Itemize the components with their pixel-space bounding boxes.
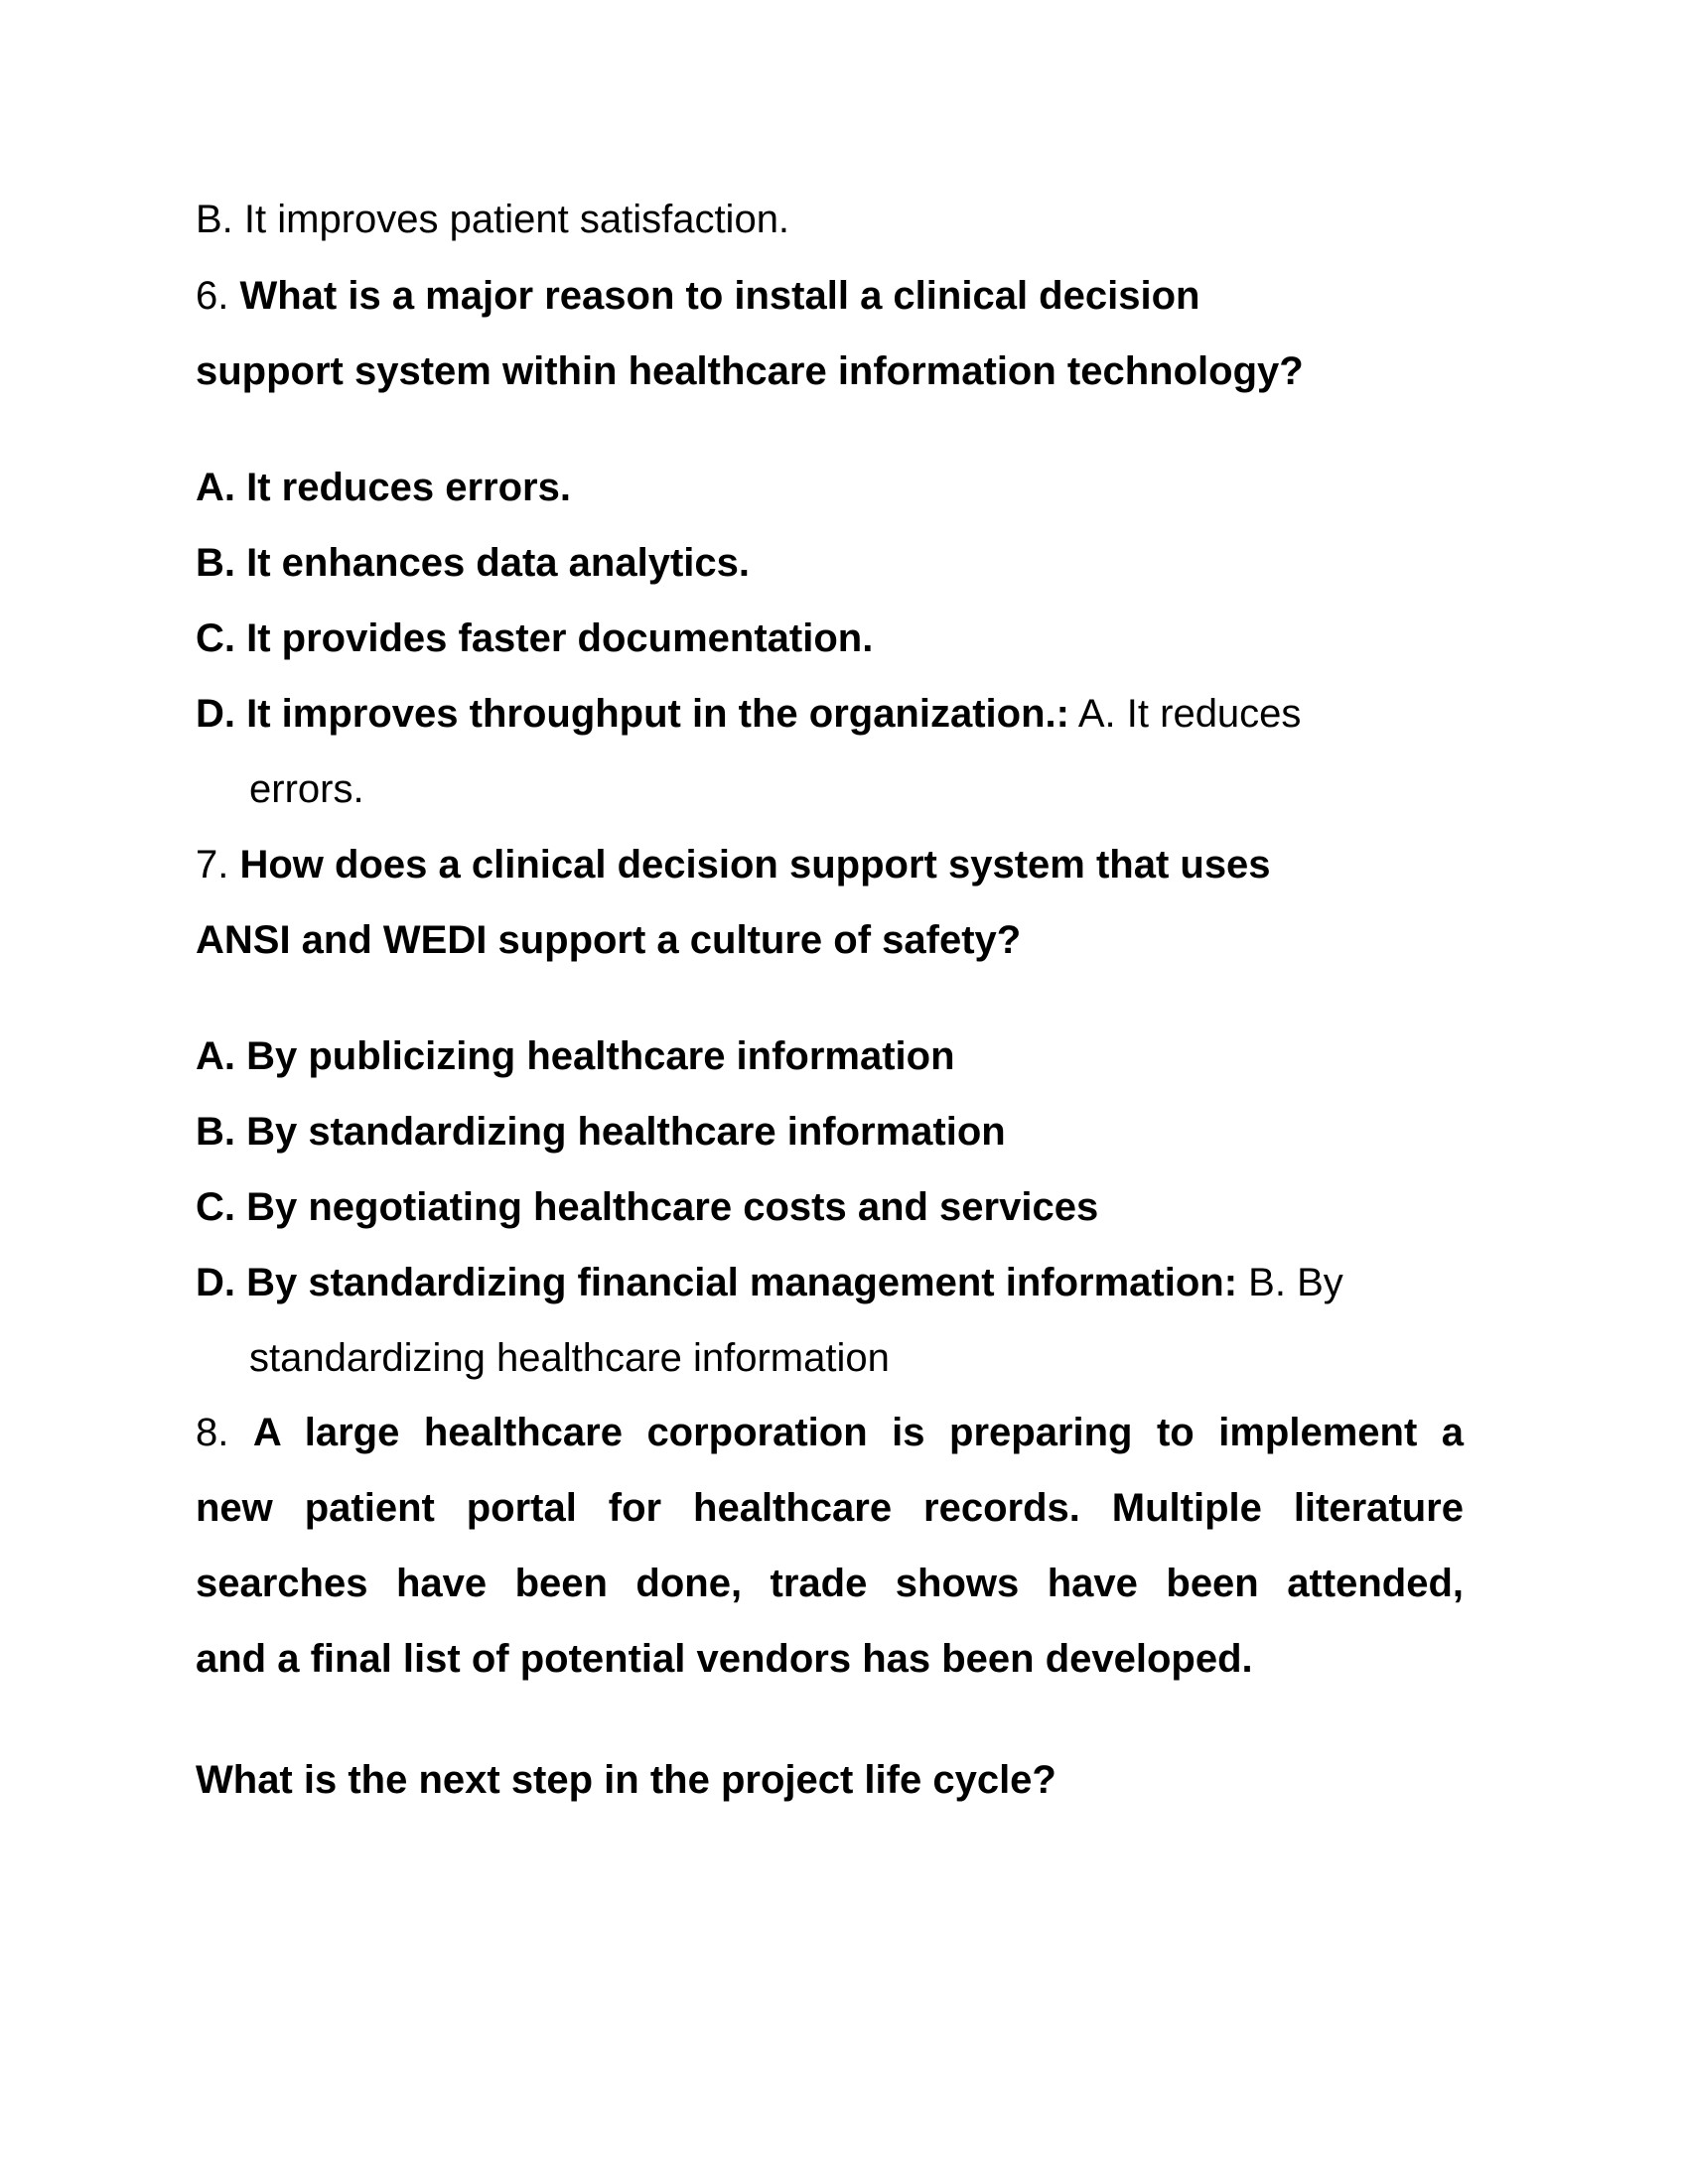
q6-option-c: C. It provides faster documentation. [196, 616, 874, 660]
prev-answer: B. It improves patient satisfaction. [196, 198, 790, 241]
q7-option-b: B. By standardizing healthcare information [196, 1110, 1006, 1154]
q7-number: 7. [196, 843, 229, 887]
q7-option-c: C. By negotiating healthcare costs and services [196, 1185, 1099, 1229]
q8-line: and a final list of potential vendors has been developed. [196, 1637, 1253, 1681]
q7-question-line: How does a clinical decision support system that uses [239, 843, 1271, 887]
q6-option-a: A. It reduces errors. [196, 466, 571, 509]
q7-option-d: D. By standardizing financial management information: [196, 1261, 1238, 1304]
q8-number: 8. [196, 1411, 229, 1454]
q6-number: 6. [196, 274, 229, 318]
q7-answer: B. By [1248, 1261, 1343, 1304]
q8-line: searches have been done, trade shows have been attended, [196, 1562, 1464, 1605]
q8-line: A large healthcare corporation is preparing to implement a [252, 1411, 1464, 1454]
q6-option-b: B. It enhances data analytics. [196, 541, 750, 585]
q7-answer-cont: standardizing healthcare information [249, 1336, 890, 1380]
q6-answer: A. It reduces [1077, 692, 1302, 736]
q8-prompt: What is the next step in the project life cycle? [196, 1758, 1056, 1802]
q8-line: new patient portal for healthcare records. Multiple literature [196, 1486, 1464, 1530]
q7-option-a: A. By publicizing healthcare information [196, 1034, 955, 1078]
q6-option-d: D. It improves throughput in the organization.: [196, 692, 1069, 736]
q6-answer-cont: errors. [249, 767, 364, 811]
q7-question-line: ANSI and WEDI support a culture of safety? [196, 918, 1022, 962]
q6-question-line: What is a major reason to install a clinical decision [239, 274, 1200, 318]
q6-question-line: support system within healthcare information technology? [196, 349, 1304, 393]
